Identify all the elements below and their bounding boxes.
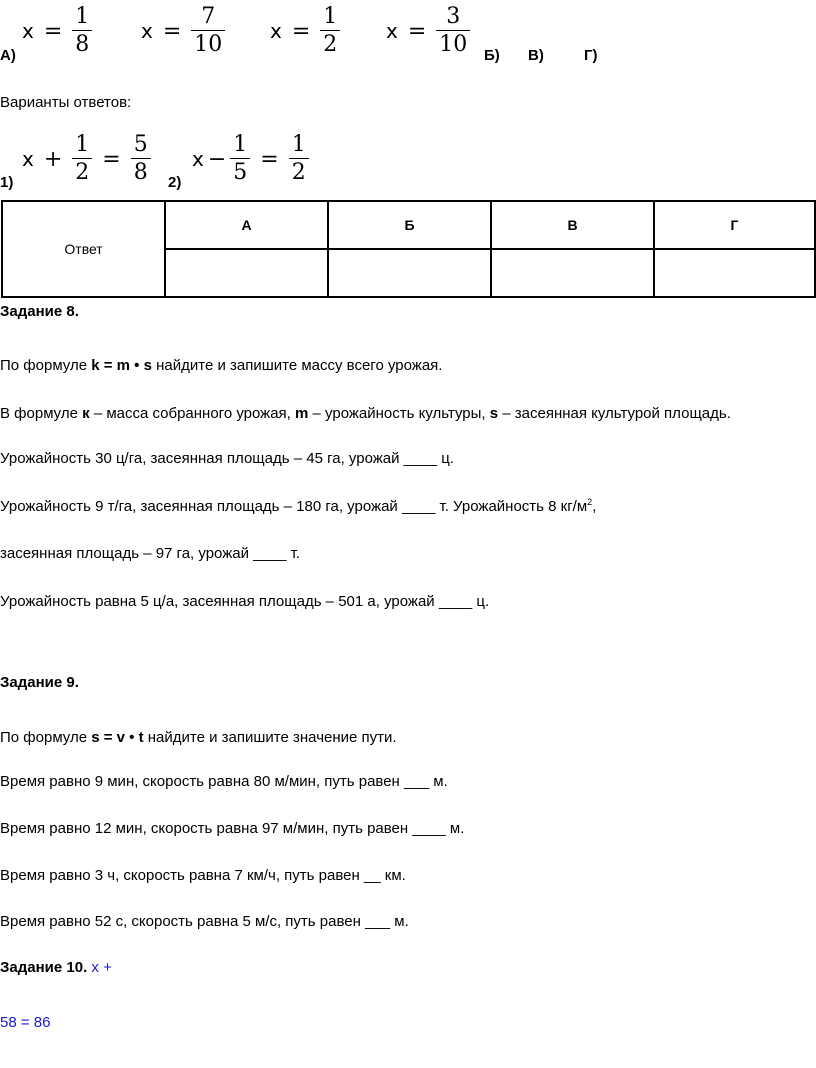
task8-line-1: Урожайность 30 ц/га, засеянная площадь – 45 га, урожай ____ ц. [0, 450, 454, 467]
task10-expression-end: 58 = 86 [0, 1014, 51, 1031]
minus-sign: − [207, 146, 227, 172]
equals-sign: = [260, 146, 279, 172]
text: найдите и запишите массу всего урожая. [151, 357, 443, 374]
task8-line-3: засеянная площадь – 97 га, урожай ____ т. [0, 545, 301, 562]
numerator: 1 [75, 132, 90, 157]
equation-a [22, 6, 92, 56]
option-label-a: А) [0, 47, 16, 64]
numerator: 1 [291, 132, 306, 157]
denominator: 5 [230, 158, 250, 184]
text: В формуле [0, 405, 83, 422]
fraction [191, 6, 225, 56]
task8-definition-line [0, 405, 731, 422]
numerator: 1 [75, 4, 90, 29]
answer-label-1: 1) [0, 174, 14, 191]
equation-g [386, 6, 470, 56]
text: По формуле [0, 357, 92, 374]
variable-x: x [22, 19, 34, 43]
numerator: 1 [323, 4, 338, 29]
numerator: 1 [233, 132, 248, 157]
variable-x: x [386, 19, 398, 43]
text: найдите и запишите значение пути. [143, 729, 397, 746]
variable-x: x [192, 147, 204, 171]
column-header-a: А [165, 201, 328, 249]
column-header-v: В [491, 201, 654, 249]
equals-sign: = [162, 18, 182, 44]
fraction [320, 6, 340, 56]
task9-line-2: Время равно 12 мин, скорость равна 97 м/мин, путь равен ____ м. [0, 820, 465, 837]
task9-line-3: Время равно 3 ч, скорость равна 7 км/ч, путь равен __ км. [0, 867, 406, 884]
task9-formula-line [0, 729, 397, 746]
task8-line-4: Урожайность равна 5 ц/а, засеянная площадь – 501 а, урожай ____ ц. [0, 593, 490, 610]
formula: k = m • s [91, 357, 152, 374]
equals-sign: = [43, 18, 63, 44]
text: Урожайность 9 т/га, засеянная площадь – 180 га, урожай ____ т. Урожайность 8 кг/м [0, 498, 588, 515]
variable-x: x [270, 19, 282, 43]
task10-expression-start: x + [87, 959, 112, 976]
task10-title-line [0, 959, 112, 976]
denominator: 8 [72, 30, 92, 56]
task9-title: Задание 9. [0, 674, 79, 691]
task8-title: Задание 8. [0, 303, 79, 320]
denominator: 10 [191, 30, 225, 56]
equation-b [141, 6, 225, 56]
answer-options-title: Варианты ответов: [0, 94, 132, 111]
text: По формуле [0, 729, 92, 746]
text: – засеянная культурой площадь. [498, 405, 731, 422]
answer-equation-2 [192, 134, 309, 184]
task10-title: Задание 10. [0, 959, 88, 976]
fraction [436, 6, 470, 56]
answer-cell-a[interactable] [165, 249, 328, 297]
answer-row-label: Ответ [2, 201, 165, 297]
option-label-v: В) [528, 47, 544, 64]
fraction [289, 134, 309, 184]
answer-table [1, 200, 816, 298]
text: , [592, 498, 597, 515]
answer-cell-b[interactable] [328, 249, 491, 297]
variable-x: x [141, 19, 153, 43]
denominator: 8 [131, 158, 151, 184]
variable-s: s [489, 405, 499, 422]
numerator: 3 [446, 4, 461, 29]
text: – масса собранного урожая, [89, 405, 296, 422]
denominator: 2 [72, 158, 92, 184]
answer-equation-1 [22, 134, 151, 184]
task8-line-2 [0, 497, 596, 515]
task8-formula-line [0, 357, 442, 374]
numerator: 7 [201, 4, 216, 29]
answer-cell-v[interactable] [491, 249, 654, 297]
task9-line-4: Время равно 52 с, скорость равна 5 м/с, путь равен ___ м. [0, 913, 409, 930]
denominator: 2 [289, 158, 309, 184]
formula: s = v • t [91, 729, 144, 746]
fraction [131, 134, 151, 184]
option-label-g: Г) [584, 47, 598, 64]
task9-line-1: Время равно 9 мин, скорость равна 80 м/мин, путь равен ___ м. [0, 773, 448, 790]
variable-x: x [22, 147, 34, 171]
column-header-g: Г [654, 201, 815, 249]
plus-sign: + [43, 146, 63, 172]
answer-cell-g[interactable] [654, 249, 815, 297]
answer-label-2: 2) [168, 174, 182, 191]
fraction [72, 6, 92, 56]
superscript: 2 [587, 497, 593, 507]
column-header-b: Б [328, 201, 491, 249]
fraction [72, 134, 92, 184]
equals-sign: = [407, 18, 427, 44]
option-label-b: Б) [484, 47, 500, 64]
equals-sign: = [291, 18, 311, 44]
text: – урожайность культуры, [308, 405, 490, 422]
equals-sign: = [102, 146, 121, 172]
denominator: 2 [320, 30, 340, 56]
denominator: 10 [436, 30, 470, 56]
variable-k: к [82, 405, 90, 422]
fraction [230, 134, 250, 184]
numerator: 5 [133, 132, 148, 157]
equation-v [270, 6, 340, 56]
variable-m: m [295, 405, 309, 422]
